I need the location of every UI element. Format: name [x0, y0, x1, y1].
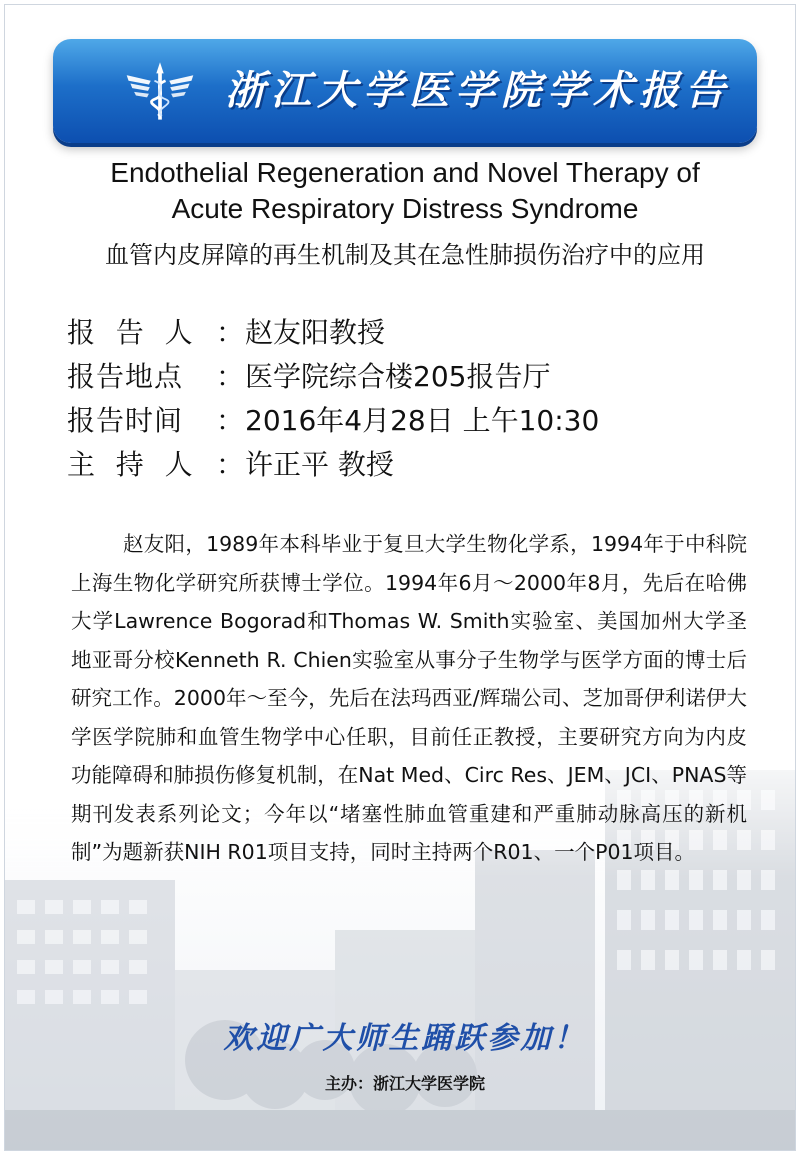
speaker-bio: 赵友阳，1989年本科毕业于复旦大学生物化学系，1994年于中科院上海生物化学研究所获博士学位。1994年6月～2000年8月，先后在哈佛大学Lawrence Bogorad和Thomas W. Smith实验室、美国加州大学圣地亚哥分校Kenneth R. Chien实验室从事分子生物学与医学方面的博士后研究工作。2000年～至今，先后在法玛西亚/辉瑞公司、芝加哥伊利诺伊大学医学院肺和血管生物学中心任职，目前任正教授，主要研究方向为内皮功能障碍和肺损伤修复机制，在Nat Med、Circ Res、JEM、JCI、PNAS等期刊发表系列论文；今年以“堵塞性肺血管重建和严重肺动脉高压的新机制”为题新获NIH R01项目支持，同时主持两个R01、一个P01项目。 — [71, 532, 747, 864]
caduceus-wings-icon — [123, 53, 197, 127]
poster-frame — [4, 4, 796, 1151]
host-separator: ： — [215, 448, 244, 481]
welcome-message: 欢迎广大师生踊跃参加！ — [223, 1021, 587, 1056]
host-label: 主 持 人 — [67, 448, 194, 481]
speaker-separator: ： — [215, 316, 244, 349]
speaker-value: 赵友阳教授 — [245, 316, 386, 349]
time-label: 报告时间 — [67, 404, 184, 437]
talk-title-english-line2: Acute Respiratory Distress Syndrome — [171, 193, 639, 224]
banner-title: 浙江大学医学院学术报告 — [225, 68, 731, 114]
talk-title-english — [65, 155, 745, 227]
talk-info-list — [67, 311, 747, 487]
venue-value: 医学院综合楼205报告厅 — [245, 360, 551, 393]
time-separator: ： — [215, 404, 244, 437]
time-value: 2016年4月28日 上午10:30 — [245, 404, 600, 437]
speaker-row — [67, 311, 747, 355]
venue-separator: ： — [215, 360, 244, 393]
host-row — [67, 443, 747, 487]
speaker-label: 报 告 人 — [67, 316, 194, 349]
talk-title-chinese: 血管内皮屏障的再生机制及其在急性肺损伤治疗中的应用 — [105, 241, 705, 269]
host-value: 许正平 教授 — [245, 448, 394, 481]
venue-row — [67, 355, 747, 399]
talk-title-english-line1: Endothelial Regeneration and Novel Therapy of — [110, 157, 700, 188]
venue-label: 报告地点 — [67, 360, 184, 393]
title-banner — [53, 39, 757, 143]
time-row — [67, 399, 747, 443]
organizer-line: 主办：浙江大学医学院 — [324, 1074, 485, 1093]
